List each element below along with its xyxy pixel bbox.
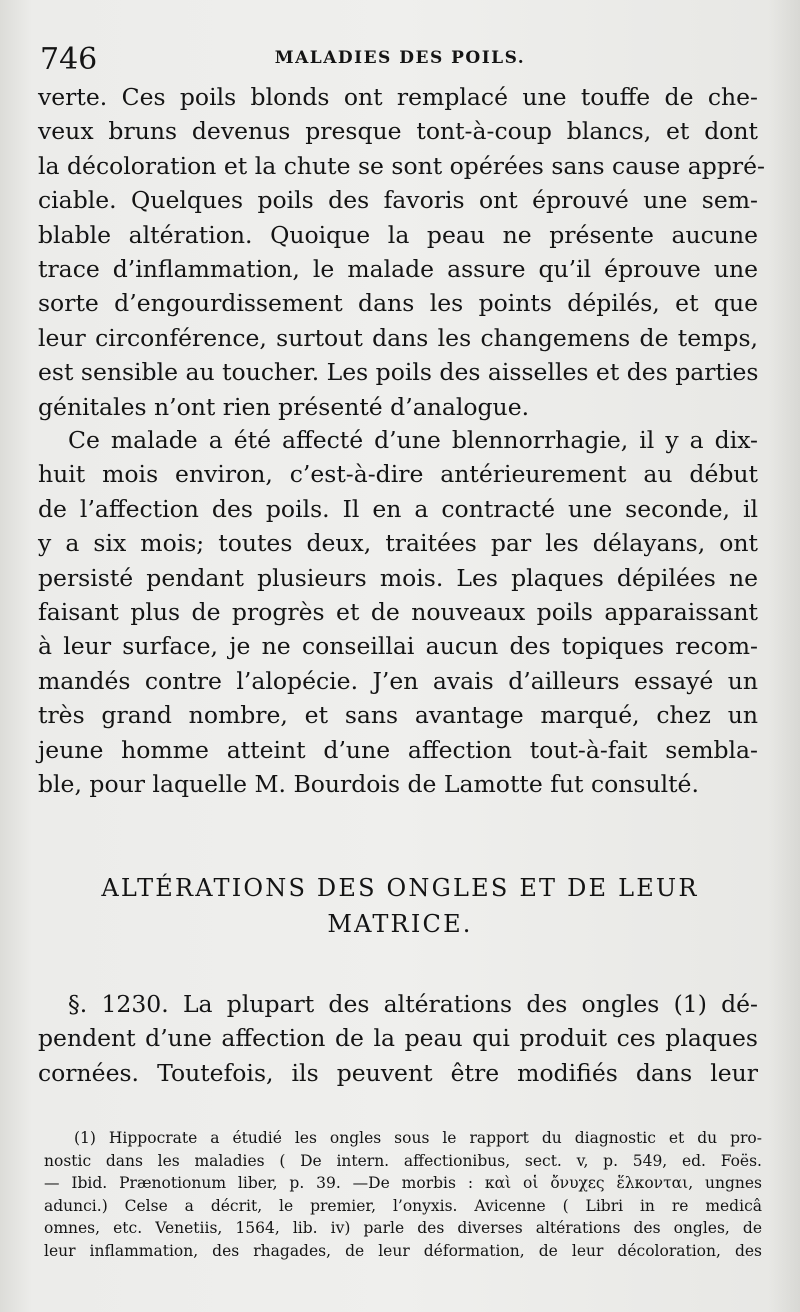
footnote-line: leur inflammation, des rhagades, de leur déformation, de leur décoloration, des: [44, 1241, 762, 1260]
text-line: de l’affection des poils. Il en a contracté une seconde, il: [38, 494, 758, 523]
text-line: faisant plus de progrès et de nouveaux poils apparaissant: [38, 597, 758, 626]
text-line: huit mois environ, c’est-à-dire antérieurement au début: [38, 460, 758, 489]
footnote-line: nostic dans les maladies ( De intern. affectionibus, sect. v, p. 549, ed. Foës.: [44, 1151, 762, 1170]
text-line: ble, pour laquelle M. Bourdois de Lamotte fut consulté.: [38, 769, 699, 798]
text-line: leur circonférence, surtout dans les changemens de temps,: [38, 323, 758, 352]
text-line: cornées. Toutefois, ils peuvent être modifiés dans leur: [38, 1058, 758, 1087]
text-line: à leur surface, je ne conseillai aucun des topiques recom-: [38, 632, 758, 661]
text-line: mandés contre l’alopécie. J’en avais d’ailleurs essayé un: [38, 666, 758, 695]
page-number: 746: [40, 42, 98, 77]
paragraph-1: [38, 80, 765, 424]
section-heading: [40, 870, 760, 942]
text-line: ciable. Quelques poils des favoris ont éprouvé une sem-: [38, 186, 758, 215]
text-line: verte. Ces poils blonds ont remplacé une touffe de che-: [38, 83, 758, 111]
text-line: pendent d’une affection de la peau qui produit ces plaques: [38, 1024, 758, 1053]
text-line: jeune homme atteint d’une affection tout-à-fait sembla-: [38, 735, 758, 764]
text-line: génitales n’ont rien présenté d’analogue.: [38, 392, 530, 421]
section-heading-line: ALTÉRATIONS DES ONGLES ET DE LEUR: [101, 874, 699, 902]
footnote-line: (1) Hippocrate a étudié les ongles sous le rapport du diagnostic et du pro-: [74, 1129, 762, 1147]
text-line: la décoloration et la chute se sont opérées sans cause appré-: [38, 151, 765, 180]
section-heading-line: MATRICE.: [327, 910, 473, 938]
text-line: y a six mois; toutes deux, traitées par les délayans, ont: [38, 529, 758, 558]
footnote-line: adunci.) Celse a décrit, le premier, l’onyxis. Avicenne ( Libri in re medicâ: [44, 1196, 762, 1215]
text-line: Ce malade a été affecté d’une blennorrhagie, il y a dix-: [68, 426, 758, 454]
footnote-line: — Ibid. Prænotionum liber, p. 39. —De morbis : καὶ οἱ ὄνυχες ἕλκονται, ungnes: [44, 1174, 762, 1192]
text-line: veux bruns devenus presque tont-à-coup blancs, et dont: [38, 117, 758, 146]
text-line: est sensible au toucher. Les poils des aisselles et des parties: [38, 358, 759, 387]
text-line: très grand nombre, et sans avantage marqué, chez un: [38, 701, 758, 730]
text-line: sorte d’engourdissement dans les points dépilés, et que: [38, 289, 758, 318]
footnote: [44, 1127, 762, 1262]
text-line: §. 1230. La plupart des altérations des ongles (1) dé-: [68, 990, 758, 1018]
text-line: trace d’inflammation, le malade assure qu’il éprouve une: [38, 254, 758, 283]
running-title: MALADIES DES POILS.: [274, 48, 526, 68]
page-header: [40, 40, 760, 84]
footnote-line: omnes, etc. Venetiis, 1564, lib. iv) parle des diverses altérations des ongles, de: [44, 1219, 762, 1237]
text-line: persisté pendant plusieurs mois. Les plaques dépilées ne: [38, 563, 758, 592]
paragraph-2: [38, 423, 758, 801]
paragraph-3: [38, 987, 758, 1090]
text-line: blable altération. Quoique la peau ne présente aucune: [38, 220, 758, 249]
